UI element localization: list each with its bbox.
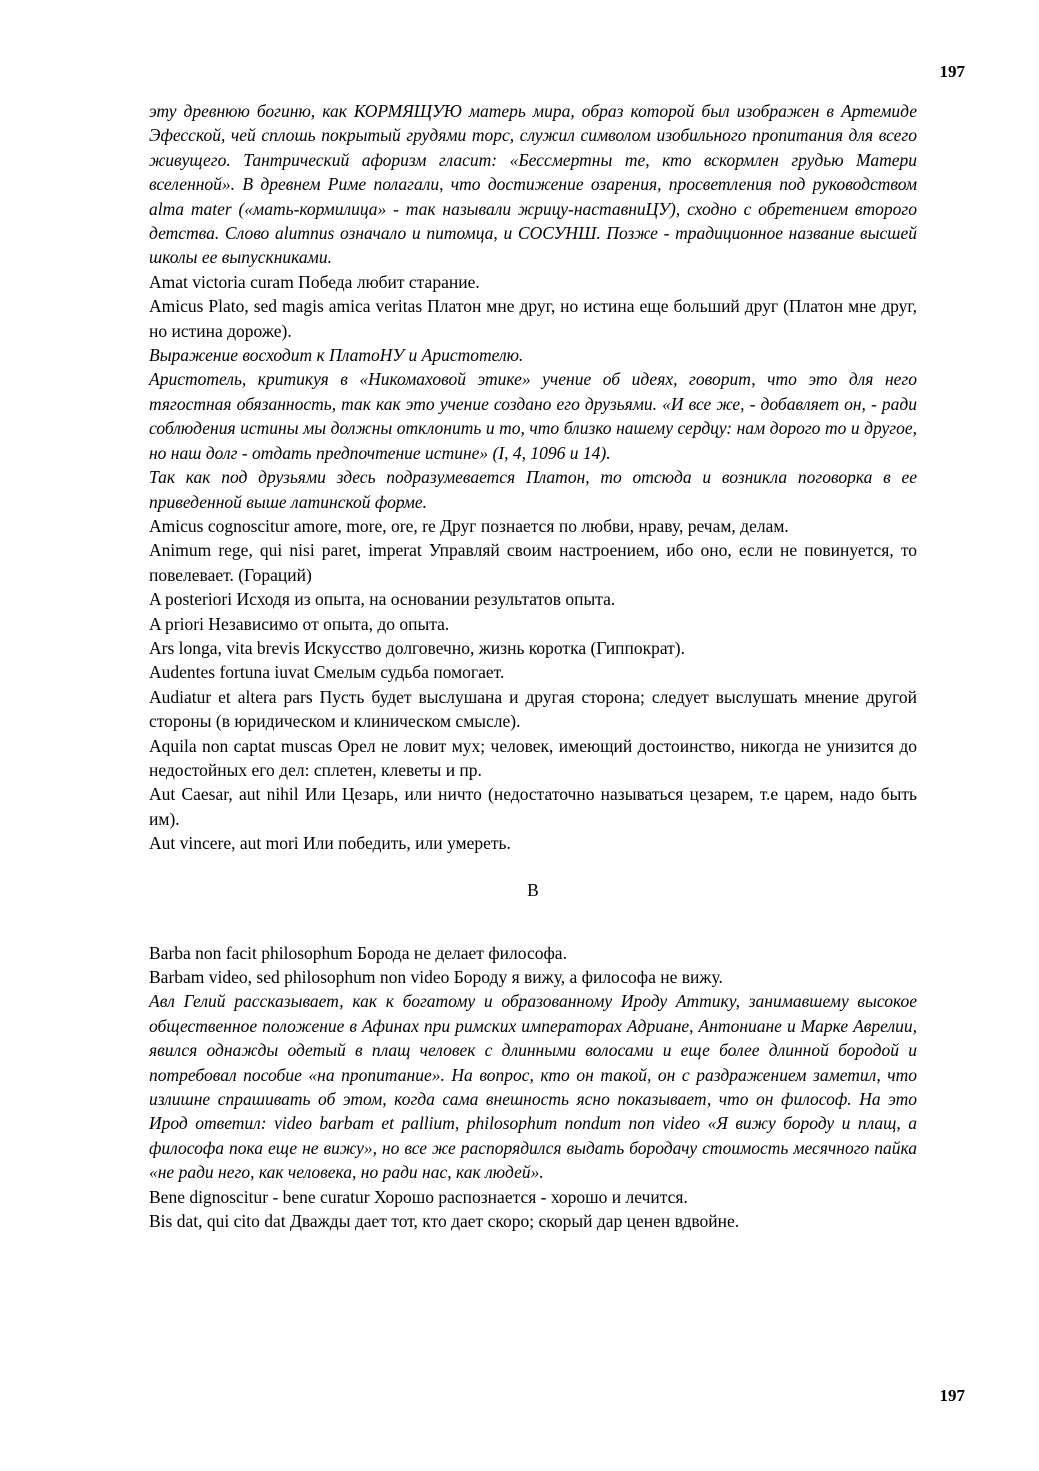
dictionary-entry: Ars longa, vita brevis Искусство долговечно, жизнь коротка (Гиппократ). bbox=[149, 637, 685, 658]
dictionary-entry: Amat victoria curam Победа любит старание. bbox=[149, 271, 480, 292]
dictionary-entry: Aut Caesar, aut nihil Или Цезарь, или ничто (недостаточно называться цезарем, т.е царем, надо быть им). bbox=[149, 784, 917, 829]
dictionary-entry: A posteriori Исходя из опыта, на основании результатов опыта. bbox=[149, 589, 616, 610]
entries-section-b bbox=[149, 941, 917, 1234]
dictionary-entry: Barba non facit philosophum Борода не делает философа. bbox=[149, 942, 567, 963]
dictionary-entry: Audiatur et altera pars Пусть будет выслушана и другая сторона; следует выслушать мнение другой стороны (в юридическом и клиническом смысле). bbox=[149, 686, 917, 732]
dictionary-entry: Audentes fortuna iuvat Смелым судьба помогает. bbox=[149, 662, 505, 683]
page-number-bottom: 197 bbox=[939, 1386, 965, 1405]
page-body bbox=[149, 99, 917, 1233]
dictionary-entry: Amicus cognoscitur amore, more, ore, re Друг познается по любви, нраву, речам, делам. bbox=[149, 515, 789, 536]
dictionary-entry: Aut vincere, aut mori Или победить, или умереть. bbox=[149, 833, 511, 854]
dictionary-entry: Amicus Plato, sed magis amica veritas Платон мне друг, но истина еще больший друг (Платон мне друг, но истина дороже). bbox=[149, 296, 917, 341]
page-number-top: 197 bbox=[939, 62, 965, 81]
commentary-paragraph: Выражение восходит к ПлатоНУ и Аристотелю. bbox=[149, 345, 524, 366]
dictionary-entry: Bene dignoscitur - bene curatur Хорошо распознается - хорошо и лечится. bbox=[149, 1186, 688, 1207]
commentary-paragraph: эту древнюю богиню, как КОРМЯЩУЮ матерь мира, образ которой был изображен в Артемиде Эфесской, чей сплошь покрытый грудями торс, служил символом изобильного пропитания для всего живущего. Тантрический афоризм гласит: «Бессмертны те, кто вскормлен грудью Матери вселенной». В древнем Риме полагали, что достижение озарения, просветления под руководством alma mater («мать-кормилица» - так называли жрицу-наставниЦУ), сходно с обретением второго детства. Слово alumnus означало и питомца, и СОСУНШ. Позже - традиционное название высшей школы ее выпускниками. bbox=[149, 101, 917, 268]
commentary-paragraph: Авл Гелий рассказывает, как к богатому и образованному Ироду Аттику, занимавшему высокое общественное положение в Афинах при римских императорах Адриане, Антониане и Марке Аврелии, явился однажды одетый в плащ человек с длинными волосами и еще более длинной бородой и потребовал пособие «на пропитание». На вопрос, кто он такой, он с раздражением заметил, что излишне спрашивать об этом, когда сама внешность ясно показывает, что он философ. На это Ирод ответил: video barbam et pallium, philosophum nondum non video «Я вижу бороду и плащ, а философа пока еще не вижу», но все же распорядился выдать бородачу стоимость месячного пайка «не ради него, как человека, но ради нас, как людей». bbox=[149, 991, 917, 1183]
dictionary-entry: Aquila non captat muscas Орел не ловит мух; человек, имеющий достоинство, никогда не унизится до недостойных его дел: сплетен, клеветы и пр. bbox=[149, 735, 917, 780]
commentary-paragraph: Аристотель, критикуя в «Никомаховой этике» учение об идеях, говорит, что это для него тягостная обязанность, так как это учение создано его друзьями. «И все же, - добавляет он, - ради соблюдения истины мы должны отклонить и то, что близко нашему сердцу: нам дорого то и другое, но наш долг - отдать предпочтение истине» (I, 4, 1096 и 14). bbox=[149, 369, 917, 463]
commentary-paragraph: Так как под друзьями здесь подразумевается Платон, то отсюда и возникла поговорка в ее приведенной выше латинской форме. bbox=[149, 467, 917, 512]
dictionary-entry: Bis dat, qui cito dat Дважды дает тот, кто дает скоро; скорый дар ценен вдвойне. bbox=[149, 1211, 740, 1232]
dictionary-entry: A priori Независимо от опыта, до опыта. bbox=[149, 613, 450, 634]
dictionary-entry: Barbam video, sed philosophum non video Бороду я вижу, а философа не вижу. bbox=[149, 967, 723, 987]
entries-section-a bbox=[149, 99, 917, 856]
section-heading-letter: B bbox=[527, 879, 539, 900]
dictionary-entry: Animum rege, qui nisi paret, imperat Управляй своим настроением, ибо оно, если не повинуется, то повелевает. (Гораций) bbox=[149, 540, 917, 585]
